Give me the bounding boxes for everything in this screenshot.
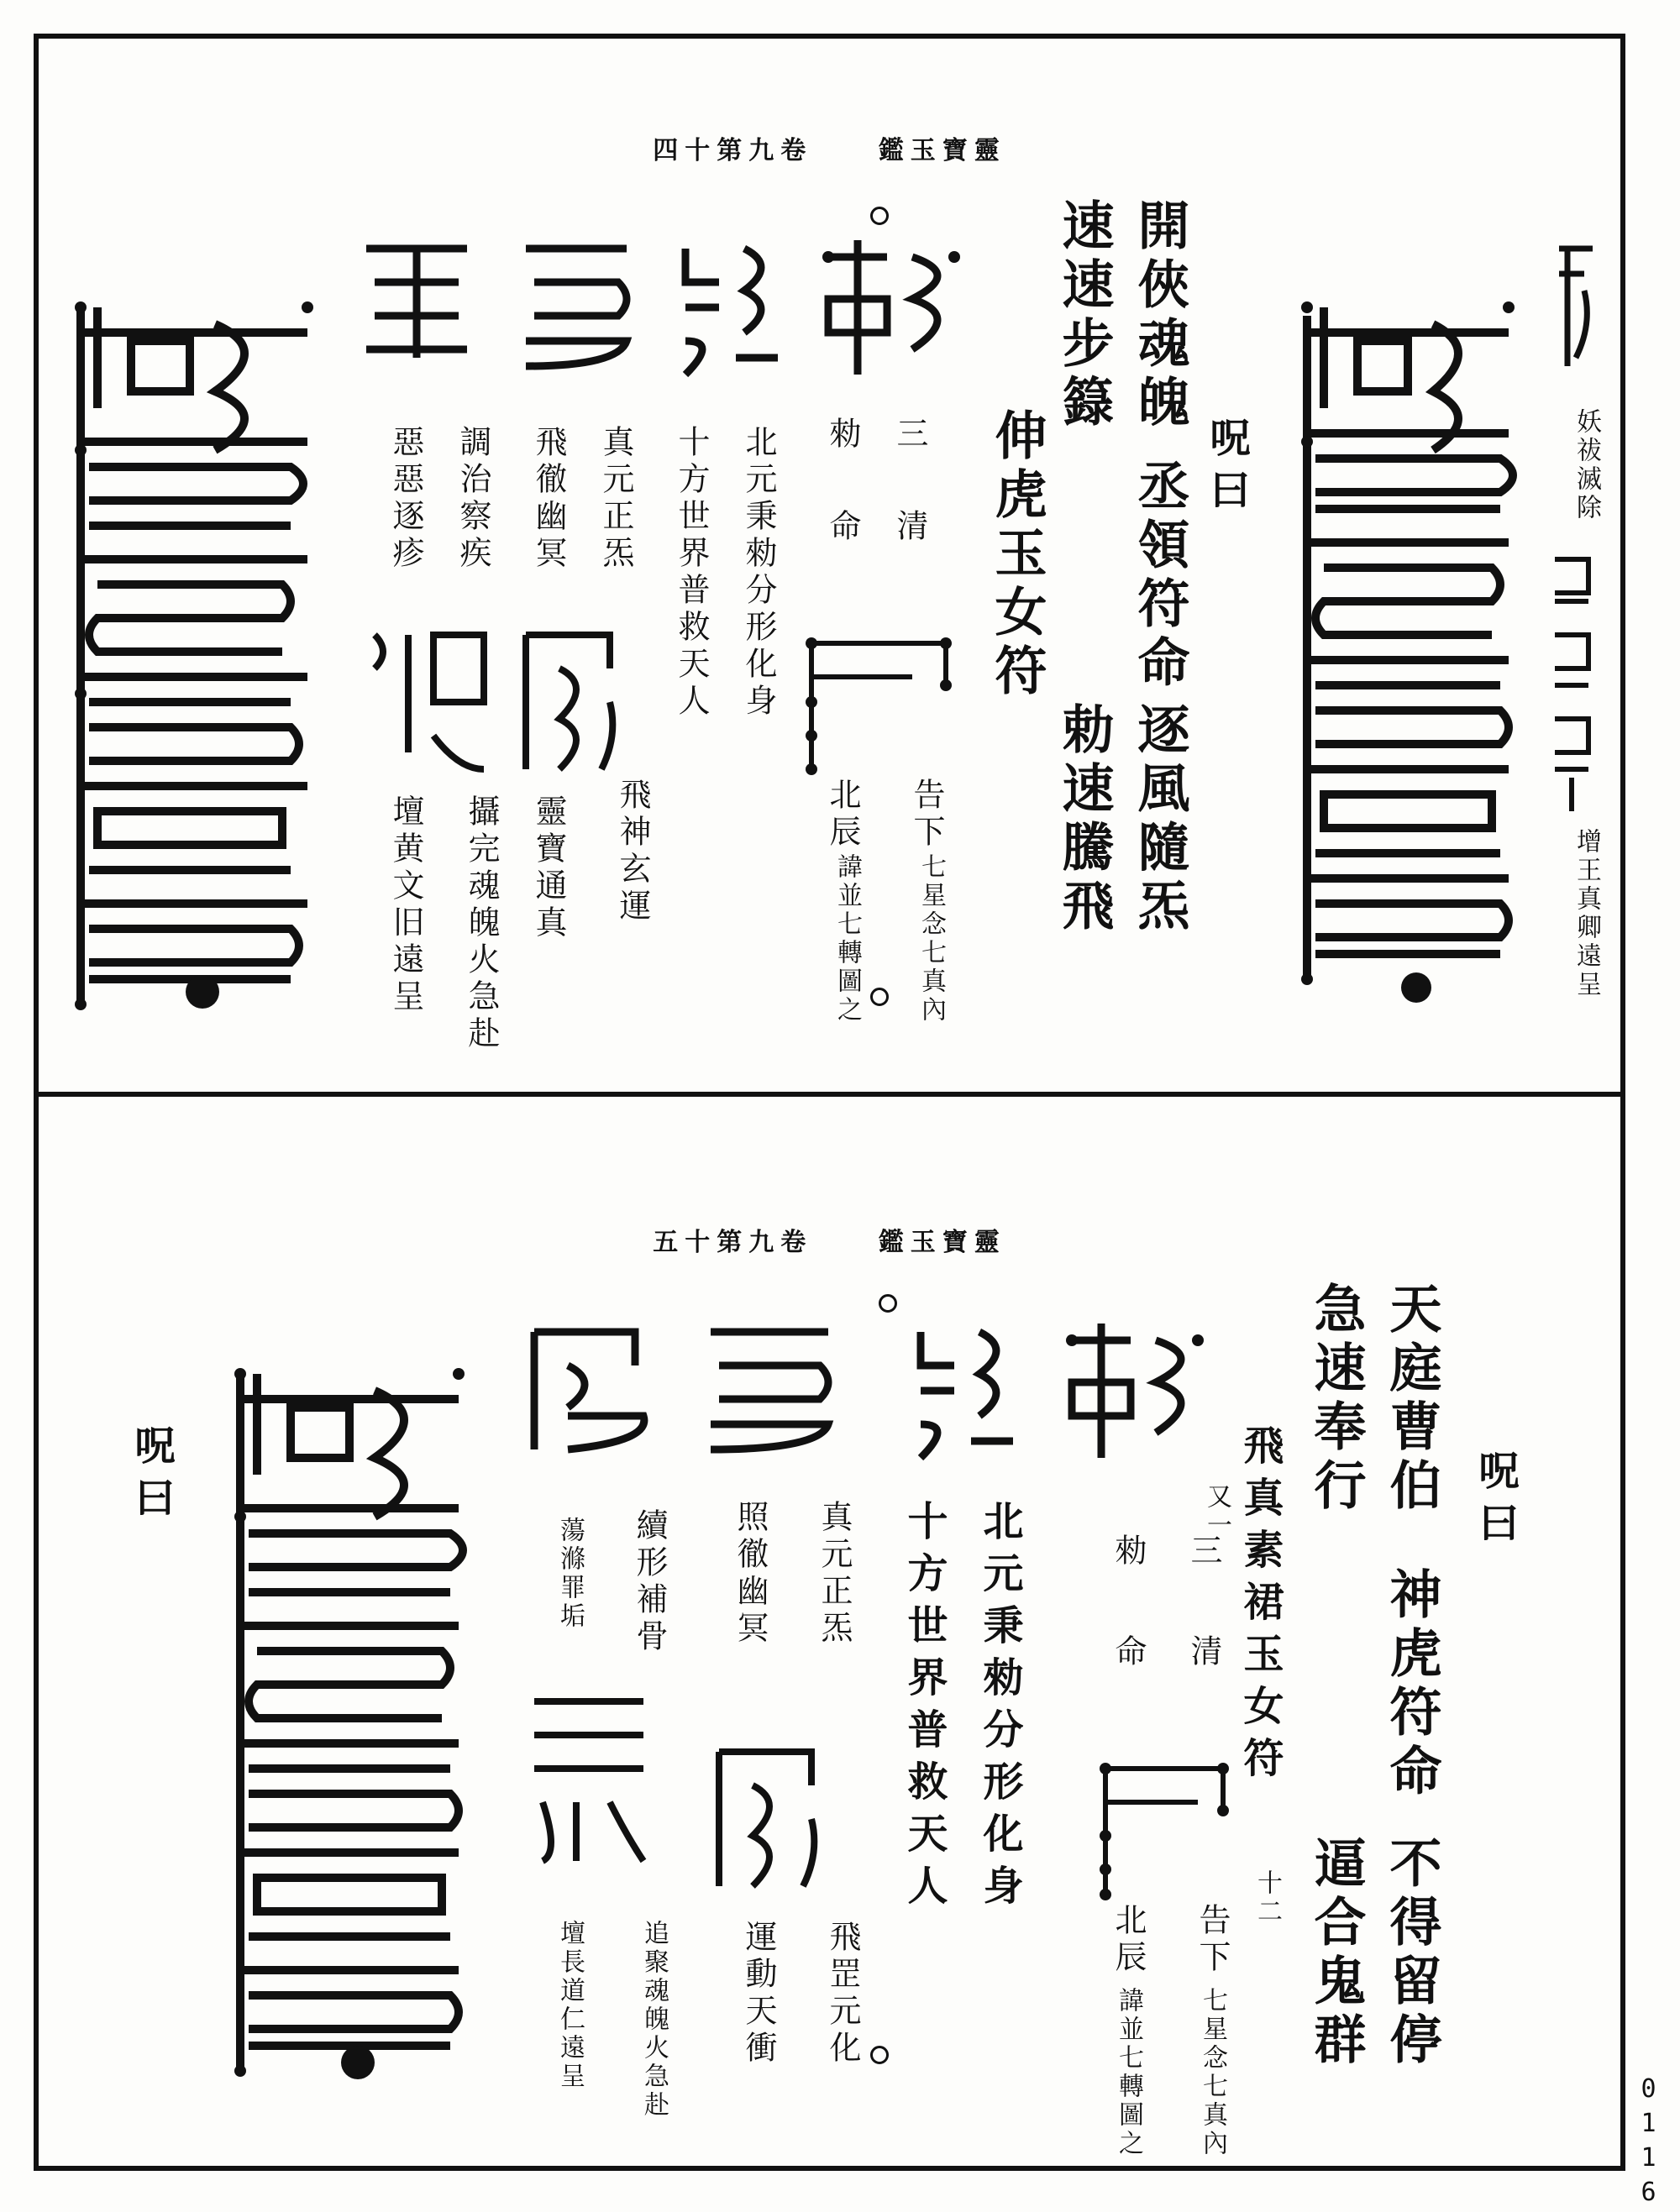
glyph-col-2: 勑 [824, 417, 861, 453]
glyph-b-col-12: 追聚魂魄火急赴 [639, 1920, 669, 2120]
talisman-b-note: 又一 [1202, 1483, 1231, 1540]
glyph-b-seal-chang [517, 1685, 660, 1869]
glyph-col-14: 壇黄文旧遠呈 [387, 794, 424, 1016]
top-header [39, 129, 1620, 166]
glyph-col-13: 惡惡逐疹 [387, 425, 424, 573]
glyph-b-col-2b: 命 [1110, 1634, 1147, 1671]
ring-mark-bottom [870, 988, 889, 1006]
bottom-panel [39, 1097, 1620, 2166]
glyph-col-7: 真元正炁 [597, 425, 634, 573]
glyph-col-8: 飛神玄運 [614, 778, 651, 925]
glyph-col-9: 飛徹幽冥 [530, 425, 567, 573]
glyph-b-col-4b: 諱並七轉圖之 [1114, 1987, 1143, 2158]
bracket-b-seal [1089, 1752, 1240, 1903]
glyph-col-5: 北元秉勑分形化身 [740, 425, 777, 721]
glyph-b-col-10: 運動天衝 [740, 1920, 777, 2068]
talisman-seal-left [55, 282, 324, 1021]
glyph-b-col-3b: 七星念七真內 [1198, 1987, 1227, 2158]
glyph-col-12: 攝完魂魄火急赴 [463, 794, 500, 1053]
right-seal-caption-tail: 增王真卿遠呈 [1572, 828, 1601, 999]
right-seal-glyph [1551, 240, 1601, 375]
bracket-seal [795, 626, 963, 778]
ring-mark-b-top [879, 1294, 897, 1313]
incantation-line-3: 逐風隨炁 [1129, 702, 1190, 937]
talisman-seal-right [1290, 291, 1525, 1013]
glyph-b-seal-yuan [702, 1315, 845, 1466]
right-seal-small-glyph [1551, 551, 1593, 820]
glyph-col-4: 北辰 [824, 778, 861, 852]
zhou-label-left: 呪曰 [128, 1424, 175, 1528]
page-number: 0116 [1634, 2074, 1663, 2212]
incantation-line-4b: 勅速騰飛 [1053, 702, 1115, 937]
glyph-b-col-2: 勑 [1110, 1533, 1147, 1570]
glyph-b-seal-qing [1055, 1315, 1223, 1466]
glyph-col-2b: 命 [824, 509, 861, 546]
talisman-title: 伸虎玉女符 [986, 408, 1047, 702]
glyph-col-1b: 清 [891, 509, 928, 546]
zhou-label: 呪曰 [1203, 417, 1250, 521]
glyph-col-11: 調治察疾 [454, 425, 491, 573]
glyph-b-col-8: 飛罡元化 [824, 1920, 861, 2068]
sub-note: 十二 [1252, 1869, 1282, 1926]
incantation-b-5: 急速奉行 [1305, 1282, 1367, 1517]
glyph-col-10: 靈寶通真 [530, 794, 567, 942]
glyph-b-col-1b: 清 [1185, 1634, 1222, 1671]
top-header-volume: 卷九第十四 [653, 136, 813, 165]
glyph-b-col-13: 蕩滌罪垢 [555, 1517, 585, 1631]
glyph-b-col-5: 北元秉勑分形化身 [976, 1500, 1023, 1916]
incantation-line-1: 開俠魂魄 [1129, 198, 1190, 433]
glyph-col-3b: 七星念七真內 [916, 853, 946, 1025]
glyph-b-col-7: 真元正炁 [816, 1500, 853, 1648]
glyph-b-col-3: 告下 [1194, 1903, 1231, 1977]
bottom-header-volume: 卷九第十五 [653, 1228, 813, 1257]
talisman-b-title: 飛真素裙玉女符 [1236, 1424, 1284, 1789]
ring-mark-top [870, 207, 889, 225]
glyph-b-seal-jing [517, 1315, 660, 1466]
zhou-label-right: 呪曰 [1472, 1449, 1519, 1554]
glyph-col-3: 告下 [908, 778, 945, 852]
glyph-seal-qing [811, 232, 979, 383]
glyph-b-col-14: 壇長道仁遠呈 [555, 1920, 585, 2091]
ring-mark-b-bottom [870, 2046, 889, 2064]
incantation-b-4b: 逼合鬼群 [1305, 1836, 1367, 2071]
glyph-col-4b: 諱並七轉圖之 [832, 853, 862, 1025]
glyph-b-seal-xing [702, 1735, 837, 1903]
right-seal-caption: 妖祓滅除 [1572, 408, 1601, 522]
glyph-b-col-9: 照徹幽冥 [732, 1500, 769, 1648]
glyph-col-1: 三 [891, 417, 928, 453]
glyph-b-col-11: 續形補骨 [631, 1508, 668, 1656]
incantation-line-2: 丞領符命 [1129, 459, 1190, 694]
glyph-b-col-1: 三 [1185, 1533, 1222, 1570]
incantation-line-5: 速速步籙 [1053, 198, 1115, 433]
incantation-b-2: 神虎符命 [1381, 1567, 1442, 1802]
incantation-b-3: 不得留停 [1381, 1836, 1442, 2071]
glyph-seal-yuan [517, 232, 643, 383]
glyph-b-seal-qi [904, 1315, 1021, 1466]
glyph-col-6: 十方世界普救天人 [673, 425, 710, 721]
talisman-seal-bottom [223, 1349, 475, 2088]
glyph-seal-qi [669, 232, 786, 383]
top-panel [39, 39, 1620, 1092]
bottom-header-book: 靈寶玉鑑 [878, 1228, 1006, 1257]
top-header-book: 靈寶玉鑑 [878, 136, 1006, 165]
incantation-b-1: 天庭曹伯 [1381, 1282, 1442, 1517]
glyph-b-col-6: 十方世界普救天人 [900, 1500, 948, 1916]
glyph-b-col-4: 北辰 [1110, 1903, 1147, 1977]
glyph-seal-hu [358, 618, 492, 786]
glyph-seal-jing [358, 232, 484, 383]
glyph-seal-xing [509, 618, 627, 786]
bottom-header [39, 1221, 1620, 1258]
